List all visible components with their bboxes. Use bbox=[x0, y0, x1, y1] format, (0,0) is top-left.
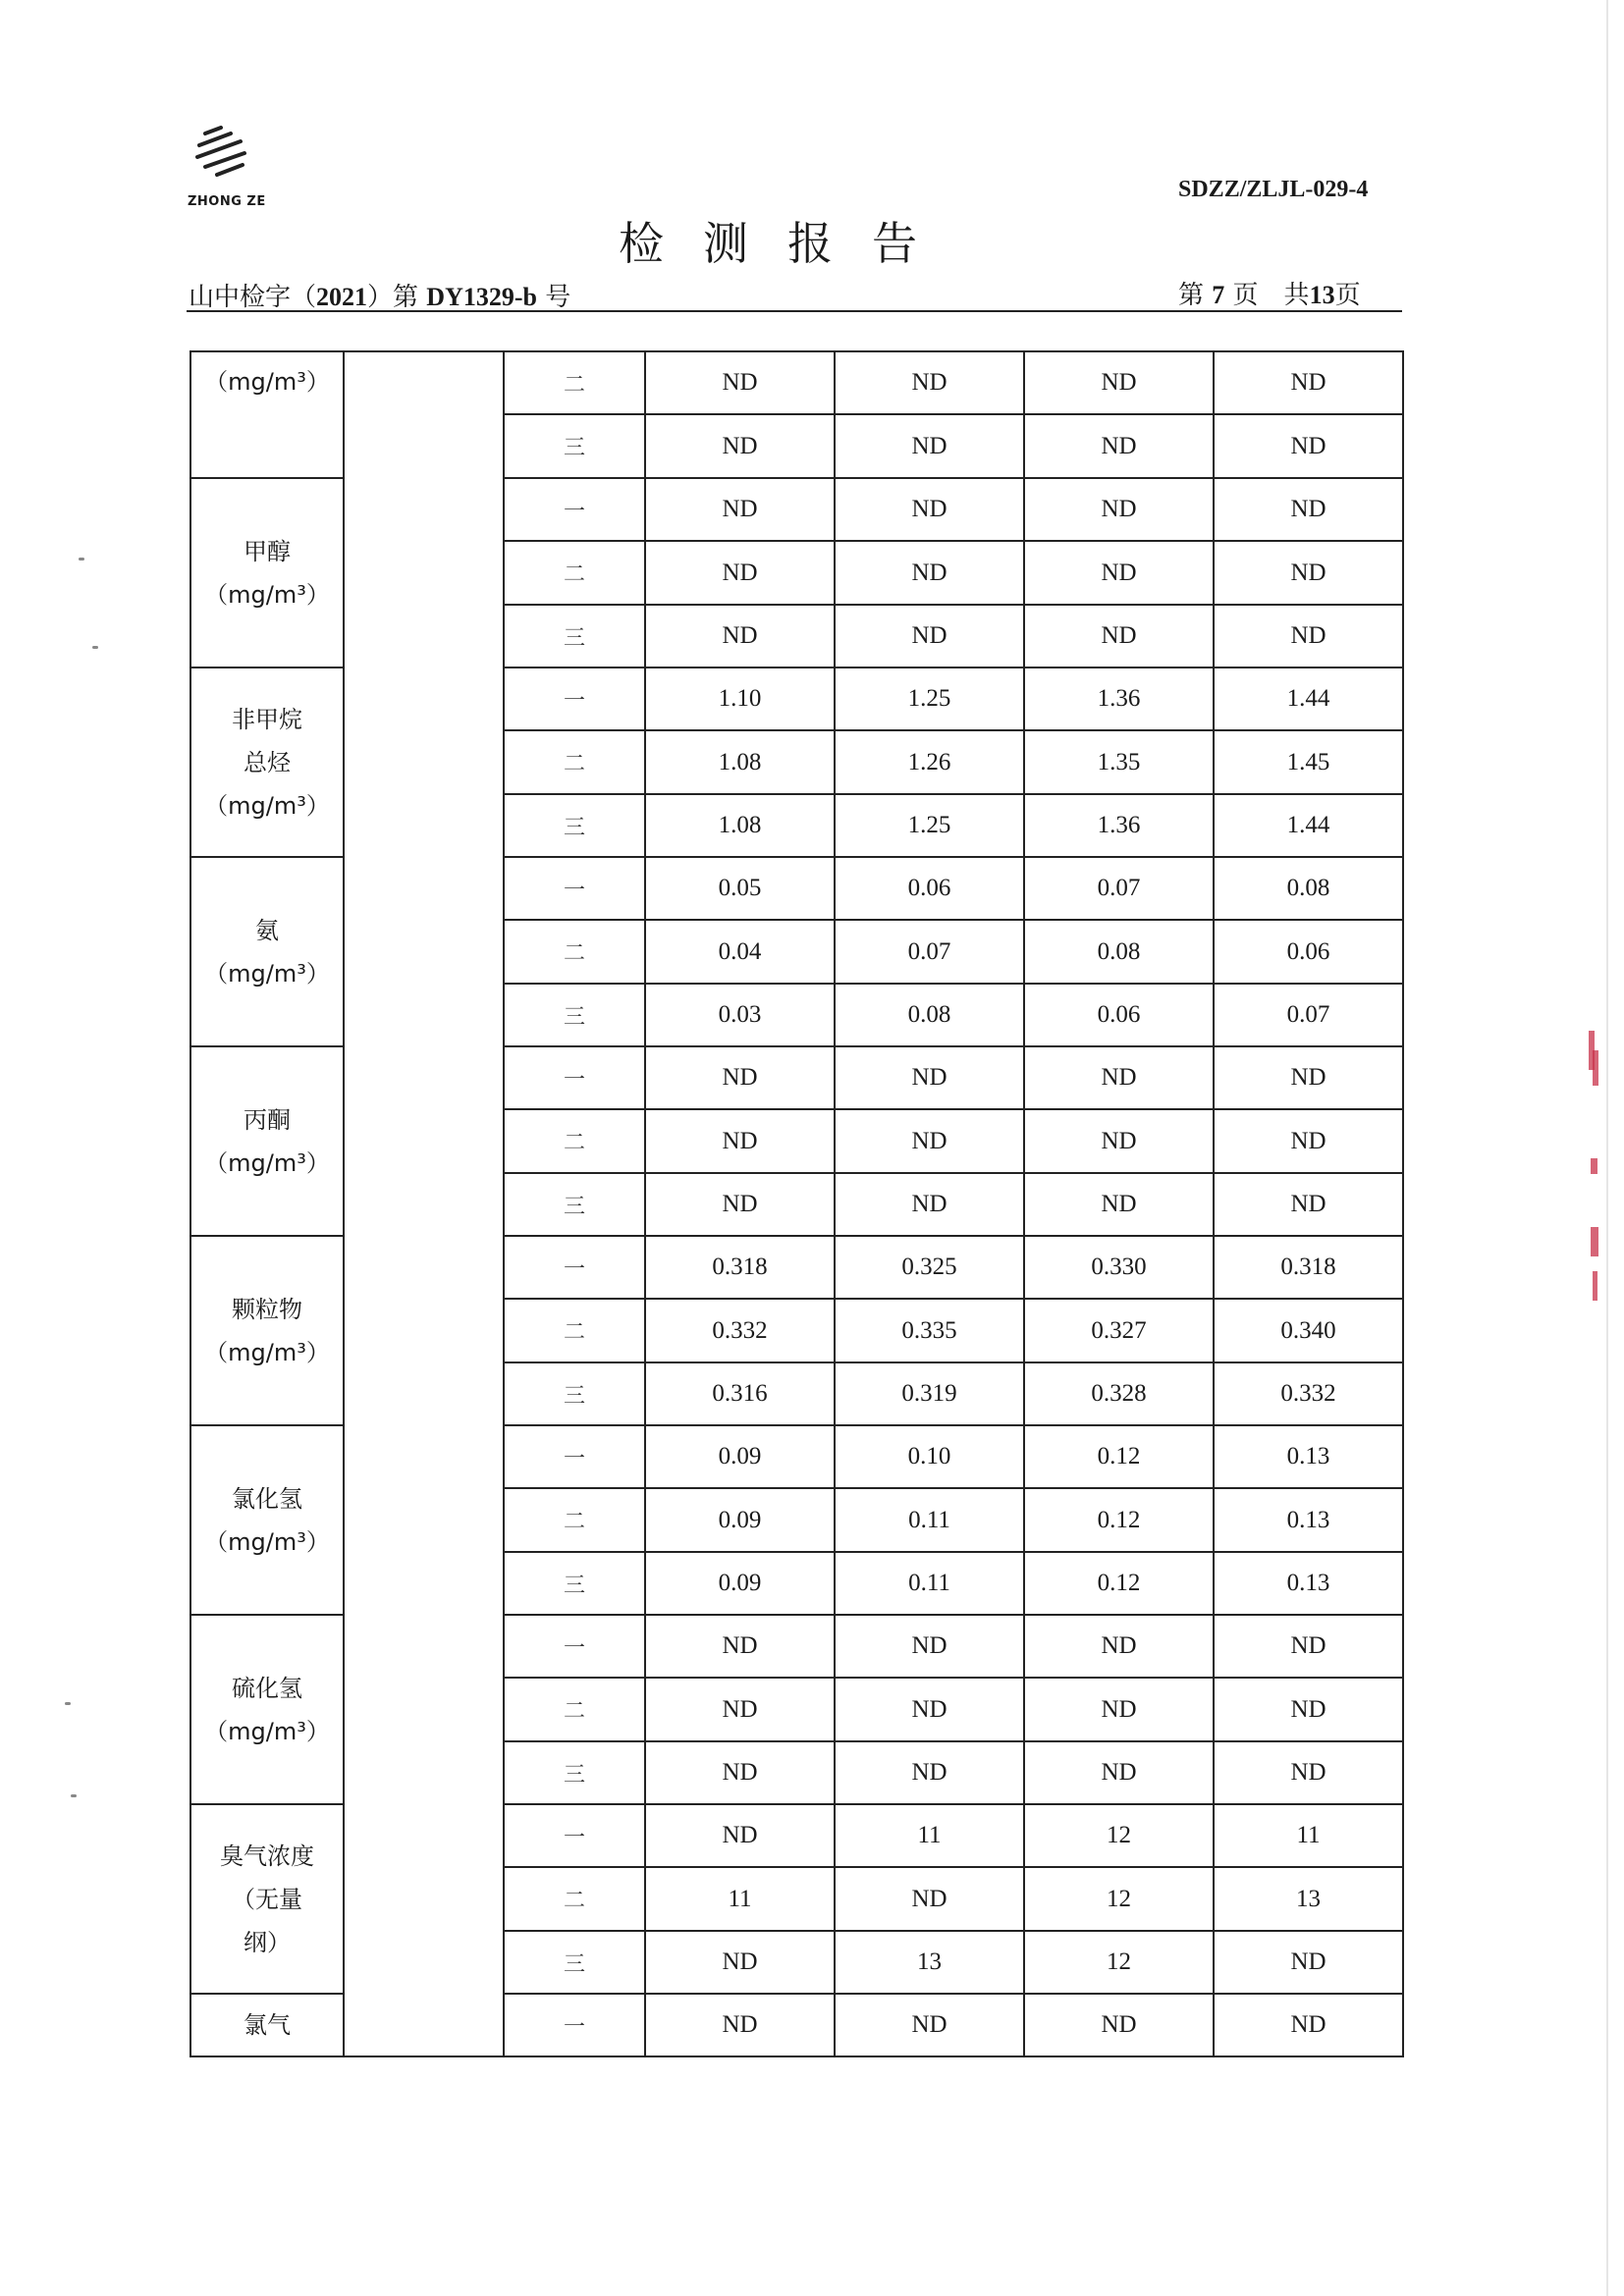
sample-sequence-cell: 二 bbox=[504, 351, 645, 414]
result-value-cell: ND bbox=[1024, 1678, 1214, 1741]
parameter-label: （mg/m³） bbox=[204, 959, 330, 988]
parameter-cell bbox=[190, 1994, 344, 2056]
logo-stripes-icon bbox=[191, 126, 250, 188]
result-value-cell: ND bbox=[1214, 1046, 1403, 1109]
report-no-year: 2021 bbox=[316, 283, 368, 311]
sample-sequence-cell: 一 bbox=[504, 1236, 645, 1299]
result-value-cell: ND bbox=[1214, 541, 1403, 605]
result-value-cell: ND bbox=[1214, 1109, 1403, 1173]
company-logo bbox=[182, 126, 280, 214]
stamp-fragment bbox=[1593, 1271, 1597, 1301]
result-value-cell: 0.06 bbox=[1024, 984, 1214, 1046]
report-number bbox=[189, 277, 570, 313]
sample-sequence-cell: 二 bbox=[504, 1488, 645, 1552]
result-value-cell: ND bbox=[1024, 605, 1214, 667]
parameter-label: 甲醇 bbox=[244, 537, 291, 565]
result-value-cell: ND bbox=[645, 1741, 835, 1804]
result-value-cell: ND bbox=[1214, 478, 1403, 541]
results-table bbox=[189, 350, 1404, 2057]
result-value-cell: 0.318 bbox=[1214, 1236, 1403, 1299]
parameter-cell bbox=[190, 667, 344, 857]
sample-sequence-cell: 三 bbox=[504, 794, 645, 857]
result-value-cell: 1.25 bbox=[835, 794, 1024, 857]
result-value-cell: 1.08 bbox=[645, 730, 835, 794]
scan-speck bbox=[65, 1702, 71, 1705]
result-value-cell: 0.10 bbox=[835, 1425, 1024, 1488]
sample-sequence-cell: 二 bbox=[504, 920, 645, 984]
result-value-cell: 0.327 bbox=[1024, 1299, 1214, 1362]
page-current: 7 bbox=[1212, 281, 1225, 309]
document-code: SDZZ/ZLJL-029-4 bbox=[1178, 177, 1369, 202]
result-value-cell: 0.12 bbox=[1024, 1488, 1214, 1552]
result-value-cell: 1.44 bbox=[1214, 794, 1403, 857]
result-value-cell: ND bbox=[1024, 1046, 1214, 1109]
parameter-label: 颗粒物 bbox=[232, 1295, 302, 1323]
result-value-cell: ND bbox=[1024, 414, 1214, 478]
result-value-cell: 1.10 bbox=[645, 667, 835, 730]
sample-sequence-cell: 一 bbox=[504, 667, 645, 730]
result-value-cell: ND bbox=[1024, 1109, 1214, 1173]
result-value-cell: ND bbox=[1024, 1741, 1214, 1804]
result-value-cell: ND bbox=[1024, 351, 1214, 414]
merged-blank-cell bbox=[344, 351, 504, 2056]
parameter-cell bbox=[190, 857, 344, 1046]
scan-speck bbox=[71, 1794, 77, 1797]
sample-sequence-cell: 二 bbox=[504, 1299, 645, 1362]
result-value-cell: 0.06 bbox=[835, 857, 1024, 920]
result-value-cell: 0.318 bbox=[645, 1236, 835, 1299]
result-value-cell: 0.11 bbox=[835, 1552, 1024, 1615]
page-mid: 页 共 bbox=[1232, 281, 1310, 310]
result-value-cell: 0.13 bbox=[1214, 1488, 1403, 1552]
parameter-label: （mg/m³） bbox=[204, 1148, 330, 1177]
parameter-label: 纲） bbox=[244, 1928, 291, 1956]
result-value-cell: ND bbox=[645, 605, 835, 667]
result-value-cell: 0.03 bbox=[645, 984, 835, 1046]
report-no-prefix: 山中检字（ bbox=[189, 283, 317, 312]
result-value-cell: 13 bbox=[1214, 1867, 1403, 1931]
result-value-cell: 0.11 bbox=[835, 1488, 1024, 1552]
result-value-cell: 1.44 bbox=[1214, 667, 1403, 730]
parameter-label: （mg/m³） bbox=[204, 368, 330, 396]
result-value-cell: 12 bbox=[1024, 1804, 1214, 1867]
result-value-cell: ND bbox=[835, 1867, 1024, 1931]
result-value-cell: 0.08 bbox=[1024, 920, 1214, 984]
page-indicator bbox=[1178, 275, 1361, 311]
result-value-cell: ND bbox=[645, 1804, 835, 1867]
sample-sequence-cell: 二 bbox=[504, 1109, 645, 1173]
result-value-cell: ND bbox=[835, 351, 1024, 414]
parameter-cell bbox=[190, 1425, 344, 1615]
sample-sequence-cell: 二 bbox=[504, 1678, 645, 1741]
result-value-cell: ND bbox=[1024, 1173, 1214, 1236]
scan-speck bbox=[79, 558, 84, 561]
result-value-cell: 0.13 bbox=[1214, 1425, 1403, 1488]
result-value-cell: ND bbox=[835, 541, 1024, 605]
result-value-cell: ND bbox=[1214, 1678, 1403, 1741]
result-value-cell: ND bbox=[835, 1109, 1024, 1173]
stamp-fragment bbox=[1591, 1227, 1598, 1256]
parameter-label: （无量 bbox=[232, 1885, 302, 1913]
parameter-label: （mg/m³） bbox=[204, 1717, 330, 1745]
parameter-cell bbox=[190, 1615, 344, 1804]
result-value-cell: ND bbox=[645, 1678, 835, 1741]
result-value-cell: 1.36 bbox=[1024, 794, 1214, 857]
result-value-cell: ND bbox=[1214, 605, 1403, 667]
sample-sequence-cell: 三 bbox=[504, 1931, 645, 1994]
result-value-cell: 1.45 bbox=[1214, 730, 1403, 794]
result-value-cell: 12 bbox=[1024, 1931, 1214, 1994]
result-value-cell: 0.08 bbox=[1214, 857, 1403, 920]
result-value-cell: 1.08 bbox=[645, 794, 835, 857]
report-no-code: DY1329-b bbox=[426, 283, 537, 311]
result-value-cell: ND bbox=[835, 1994, 1024, 2056]
result-value-cell: ND bbox=[1024, 1994, 1214, 2056]
result-value-cell: 0.08 bbox=[835, 984, 1024, 1046]
parameter-label: 氨 bbox=[255, 916, 279, 944]
scan-speck bbox=[92, 646, 98, 649]
page-prefix: 第 bbox=[1178, 281, 1205, 310]
parameter-label: 丙酮 bbox=[244, 1105, 291, 1134]
result-value-cell: 0.330 bbox=[1024, 1236, 1214, 1299]
result-value-cell: 1.26 bbox=[835, 730, 1024, 794]
sample-sequence-cell: 一 bbox=[504, 478, 645, 541]
result-value-cell: 0.09 bbox=[645, 1425, 835, 1488]
result-value-cell: 1.36 bbox=[1024, 667, 1214, 730]
table-row bbox=[190, 351, 1403, 414]
result-value-cell: ND bbox=[835, 414, 1024, 478]
result-value-cell: 11 bbox=[1214, 1804, 1403, 1867]
sample-sequence-cell: 三 bbox=[504, 1362, 645, 1425]
result-value-cell: 12 bbox=[1024, 1867, 1214, 1931]
result-value-cell: 0.13 bbox=[1214, 1552, 1403, 1615]
result-value-cell: 0.04 bbox=[645, 920, 835, 984]
parameter-label: 臭气浓度 bbox=[220, 1842, 314, 1870]
result-value-cell: ND bbox=[835, 478, 1024, 541]
result-value-cell: 0.340 bbox=[1214, 1299, 1403, 1362]
result-value-cell: ND bbox=[645, 1173, 835, 1236]
result-value-cell: 0.09 bbox=[645, 1488, 835, 1552]
page-suffix: 页 bbox=[1334, 281, 1361, 310]
result-value-cell: 0.12 bbox=[1024, 1425, 1214, 1488]
parameter-cell bbox=[190, 1236, 344, 1425]
result-value-cell: ND bbox=[1214, 1741, 1403, 1804]
document-title: 检测报告 bbox=[619, 217, 956, 270]
result-value-cell: ND bbox=[1214, 1615, 1403, 1678]
sample-sequence-cell: 二 bbox=[504, 1867, 645, 1931]
result-value-cell: 0.07 bbox=[835, 920, 1024, 984]
stamp-fragment bbox=[1591, 1158, 1597, 1174]
sample-sequence-cell: 三 bbox=[504, 605, 645, 667]
result-value-cell: ND bbox=[1024, 541, 1214, 605]
result-value-cell: 0.332 bbox=[645, 1299, 835, 1362]
sample-sequence-cell: 一 bbox=[504, 1425, 645, 1488]
result-value-cell: ND bbox=[1214, 351, 1403, 414]
parameter-label: （mg/m³） bbox=[204, 1527, 330, 1556]
sample-sequence-cell: 一 bbox=[504, 857, 645, 920]
result-value-cell: ND bbox=[645, 1109, 835, 1173]
result-value-cell: ND bbox=[645, 414, 835, 478]
report-no-suffix: 号 bbox=[545, 283, 571, 312]
sample-sequence-cell: 三 bbox=[504, 984, 645, 1046]
result-value-cell: 0.319 bbox=[835, 1362, 1024, 1425]
header-rule bbox=[187, 310, 1402, 312]
sample-sequence-cell: 三 bbox=[504, 1741, 645, 1804]
sample-sequence-cell: 三 bbox=[504, 1552, 645, 1615]
sample-sequence-cell: 三 bbox=[504, 414, 645, 478]
result-value-cell: ND bbox=[645, 1931, 835, 1994]
result-value-cell: 0.328 bbox=[1024, 1362, 1214, 1425]
sample-sequence-cell: 三 bbox=[504, 1173, 645, 1236]
result-value-cell: ND bbox=[645, 1046, 835, 1109]
result-value-cell: 0.07 bbox=[1214, 984, 1403, 1046]
scan-edge bbox=[1606, 0, 1608, 2296]
result-value-cell: ND bbox=[835, 1046, 1024, 1109]
result-value-cell: 1.35 bbox=[1024, 730, 1214, 794]
result-value-cell: 1.25 bbox=[835, 667, 1024, 730]
result-value-cell: 0.07 bbox=[1024, 857, 1214, 920]
sample-sequence-cell: 一 bbox=[504, 1994, 645, 2056]
result-value-cell: ND bbox=[645, 1615, 835, 1678]
parameter-label: （mg/m³） bbox=[204, 1338, 330, 1366]
sample-sequence-cell: 二 bbox=[504, 541, 645, 605]
sample-sequence-cell: 一 bbox=[504, 1046, 645, 1109]
result-value-cell: ND bbox=[645, 478, 835, 541]
sample-sequence-cell: 二 bbox=[504, 730, 645, 794]
result-value-cell: ND bbox=[835, 1173, 1024, 1236]
parameter-label: 总烃 bbox=[244, 748, 291, 776]
result-value-cell: ND bbox=[1214, 414, 1403, 478]
parameter-label: （mg/m³） bbox=[204, 791, 330, 820]
result-value-cell: 0.325 bbox=[835, 1236, 1024, 1299]
parameter-label: 非甲烷 bbox=[232, 705, 302, 733]
result-value-cell: ND bbox=[835, 1678, 1024, 1741]
result-value-cell: 13 bbox=[835, 1931, 1024, 1994]
result-value-cell: 0.12 bbox=[1024, 1552, 1214, 1615]
result-value-cell: ND bbox=[1024, 1615, 1214, 1678]
results-table-wrap bbox=[189, 350, 1404, 2057]
result-value-cell: ND bbox=[1214, 1994, 1403, 2056]
logo-text: ZHONG ZE bbox=[188, 194, 266, 209]
result-value-cell: 0.316 bbox=[645, 1362, 835, 1425]
result-value-cell: 0.332 bbox=[1214, 1362, 1403, 1425]
report-no-mid: ）第 bbox=[367, 283, 419, 312]
parameter-label: 氯化氢 bbox=[232, 1484, 302, 1513]
result-value-cell: 11 bbox=[645, 1867, 835, 1931]
parameter-cell bbox=[190, 1046, 344, 1236]
parameter-cell bbox=[190, 351, 344, 478]
result-value-cell: ND bbox=[645, 541, 835, 605]
parameter-cell bbox=[190, 478, 344, 667]
sample-sequence-cell: 一 bbox=[504, 1615, 645, 1678]
parameter-label: 氯气 bbox=[244, 2011, 291, 2039]
result-value-cell: 11 bbox=[835, 1804, 1024, 1867]
result-value-cell: ND bbox=[1214, 1173, 1403, 1236]
result-value-cell: ND bbox=[1214, 1931, 1403, 1994]
result-value-cell: 0.05 bbox=[645, 857, 835, 920]
parameter-cell bbox=[190, 1804, 344, 1994]
result-value-cell: ND bbox=[1024, 478, 1214, 541]
stamp-fragment bbox=[1593, 1050, 1598, 1086]
parameter-label: （mg/m³） bbox=[204, 580, 330, 609]
result-value-cell: 0.09 bbox=[645, 1552, 835, 1615]
parameter-label: 硫化氢 bbox=[232, 1674, 302, 1702]
result-value-cell: ND bbox=[645, 351, 835, 414]
result-value-cell: 0.335 bbox=[835, 1299, 1024, 1362]
page-total: 13 bbox=[1309, 281, 1335, 309]
result-value-cell: ND bbox=[835, 605, 1024, 667]
result-value-cell: ND bbox=[835, 1615, 1024, 1678]
result-value-cell: ND bbox=[835, 1741, 1024, 1804]
result-value-cell: 0.06 bbox=[1214, 920, 1403, 984]
sample-sequence-cell: 一 bbox=[504, 1804, 645, 1867]
result-value-cell: ND bbox=[645, 1994, 835, 2056]
